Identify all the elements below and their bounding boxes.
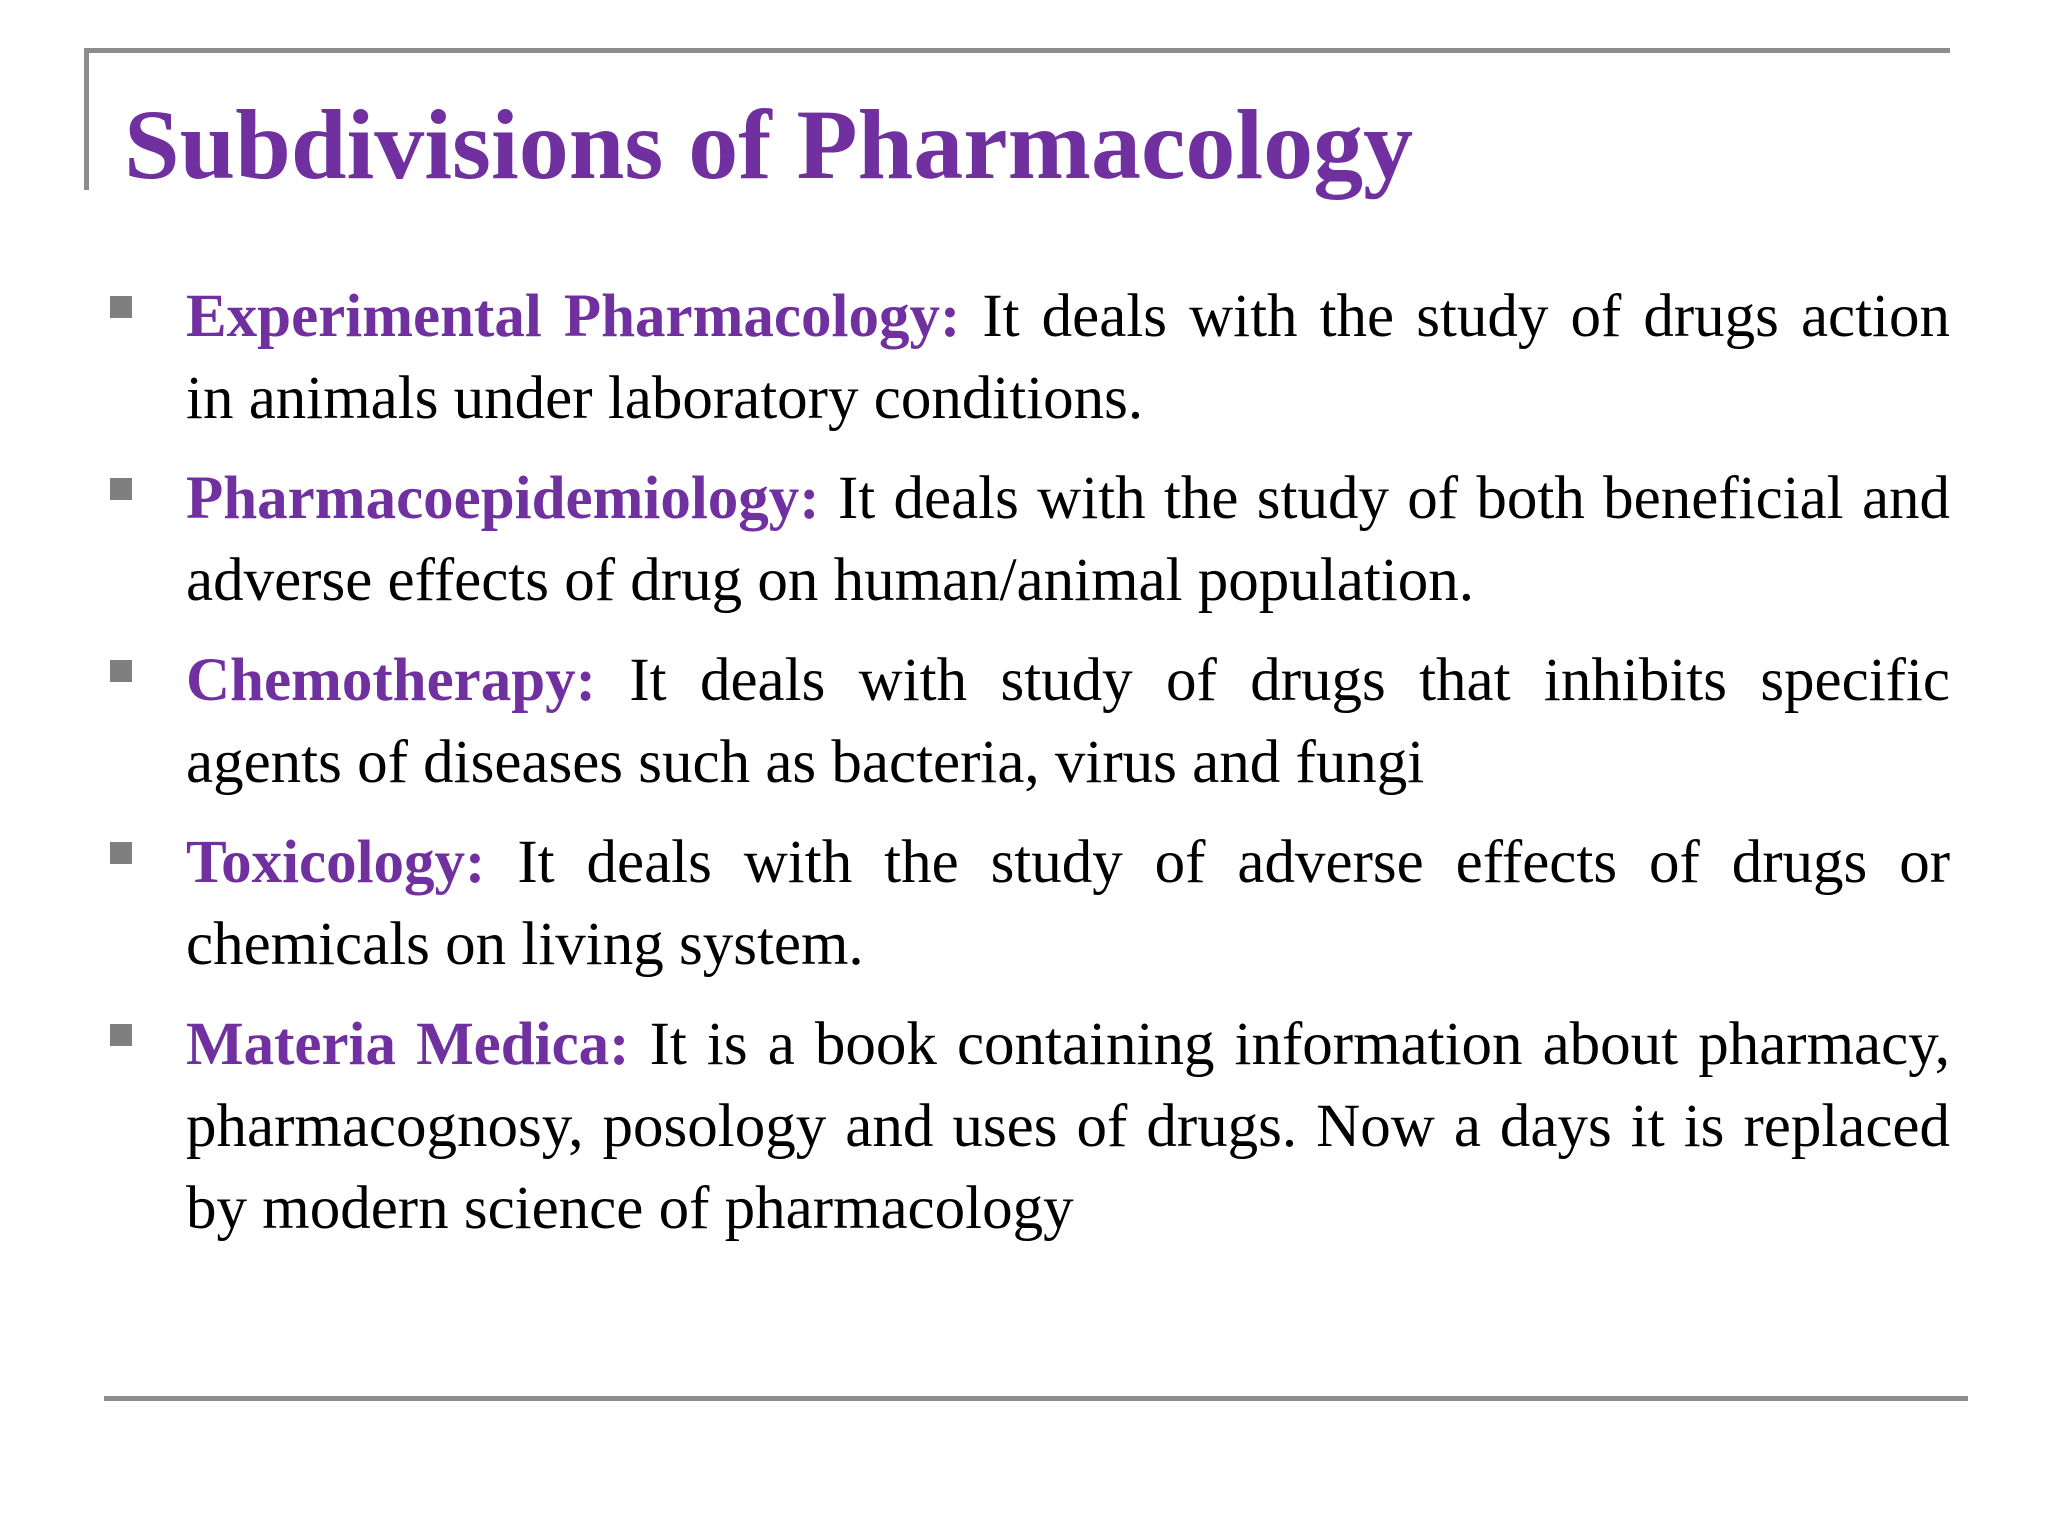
- frame-top-rule: [84, 48, 1950, 53]
- bullet-term: Materia Medica:: [186, 1011, 630, 1078]
- square-bullet-icon: [110, 842, 132, 864]
- bullet-item-experimental-pharmacology: [110, 276, 1950, 440]
- square-bullet-icon: [110, 1024, 132, 1046]
- slide-title: Subdivisions of Pharmacology: [124, 89, 1414, 200]
- square-bullet-icon: [110, 296, 132, 318]
- bullet-term: Chemotherapy:: [186, 647, 596, 714]
- bullet-text: It deals with the study of drugs action in animals under laboratory conditions.: [186, 283, 1950, 432]
- bullet-item-toxicology: [110, 822, 1950, 986]
- bullet-list: [110, 276, 1950, 1268]
- bullet-item-chemotherapy: [110, 640, 1950, 804]
- bullet-term: Pharmacoepidemiology:: [186, 465, 820, 532]
- square-bullet-icon: [110, 478, 132, 500]
- bullet-item-pharmacoepidemiology: [110, 458, 1950, 622]
- square-bullet-icon: [110, 660, 132, 682]
- bullet-text: It is a book containing information about pharmacy, pharmacognosy, posology and uses of drugs. Now a days it is replaced by modern science of pharmacology: [186, 1011, 1950, 1242]
- bullet-item-materia-medica: [110, 1004, 1950, 1250]
- frame-left-rule: [84, 48, 89, 190]
- bullet-text: It deals with study of drugs that inhibits specific agents of diseases such as bacteria, virus and fungi: [186, 647, 1950, 796]
- frame-bottom-rule: [104, 1396, 1968, 1401]
- bullet-term: Experimental Pharmacology:: [186, 283, 961, 350]
- bullet-text: It deals with the study of adverse effects of drugs or chemicals on living system.: [186, 829, 1951, 978]
- bullet-text: It deals with the study of both beneficial and adverse effects of drug on human/animal population.: [186, 465, 1951, 614]
- bullet-term: Toxicology:: [186, 829, 486, 896]
